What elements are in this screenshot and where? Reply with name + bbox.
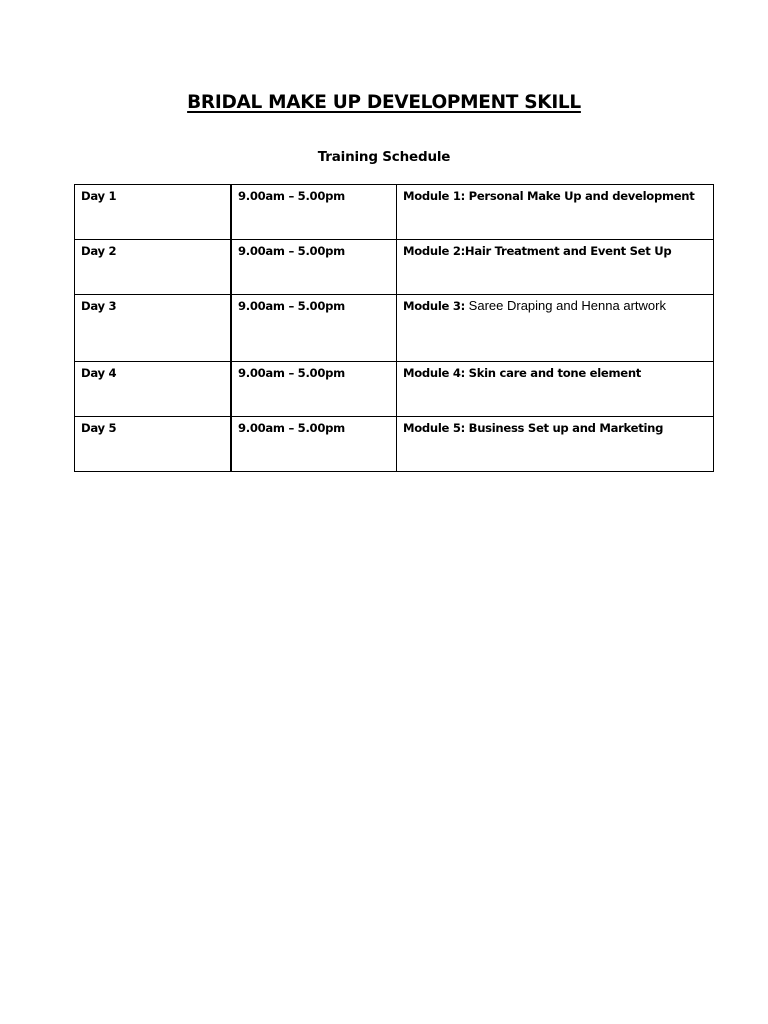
module-cell: Module 2:Hair Treatment and Event Set Up bbox=[397, 240, 714, 295]
page-subtitle: Training Schedule bbox=[317, 149, 451, 165]
page-title-text: BRIDAL MAKE UP DEVELOPMENT SKILL bbox=[187, 92, 581, 113]
table-row bbox=[75, 417, 714, 472]
day-cell: Day 3 bbox=[75, 295, 232, 362]
time-cell: 9.00am – 5.00pm bbox=[231, 185, 397, 240]
day-cell: Day 4 bbox=[75, 362, 232, 417]
module-cell bbox=[397, 295, 714, 362]
table-row bbox=[75, 185, 714, 240]
table-row bbox=[75, 362, 714, 417]
module-cell: Module 1: Personal Make Up and development bbox=[397, 185, 714, 240]
time-cell: 9.00am – 5.00pm bbox=[231, 417, 397, 472]
day-cell: Day 1 bbox=[75, 185, 232, 240]
time-cell: 9.00am – 5.00pm bbox=[231, 295, 397, 362]
time-cell: 9.00am – 5.00pm bbox=[231, 240, 397, 295]
schedule-table bbox=[74, 184, 714, 472]
page-title bbox=[0, 90, 768, 116]
module-cell: Module 4: Skin care and tone element bbox=[397, 362, 714, 417]
module-label: Module 3: bbox=[403, 299, 469, 313]
table-row bbox=[75, 295, 714, 362]
day-cell: Day 5 bbox=[75, 417, 232, 472]
module-title: Saree Draping and Henna artwork bbox=[468, 298, 666, 313]
module-cell: Module 5: Business Set up and Marketing bbox=[397, 417, 714, 472]
time-cell: 9.00am – 5.00pm bbox=[231, 362, 397, 417]
table-row bbox=[75, 240, 714, 295]
day-cell: Day 2 bbox=[75, 240, 232, 295]
